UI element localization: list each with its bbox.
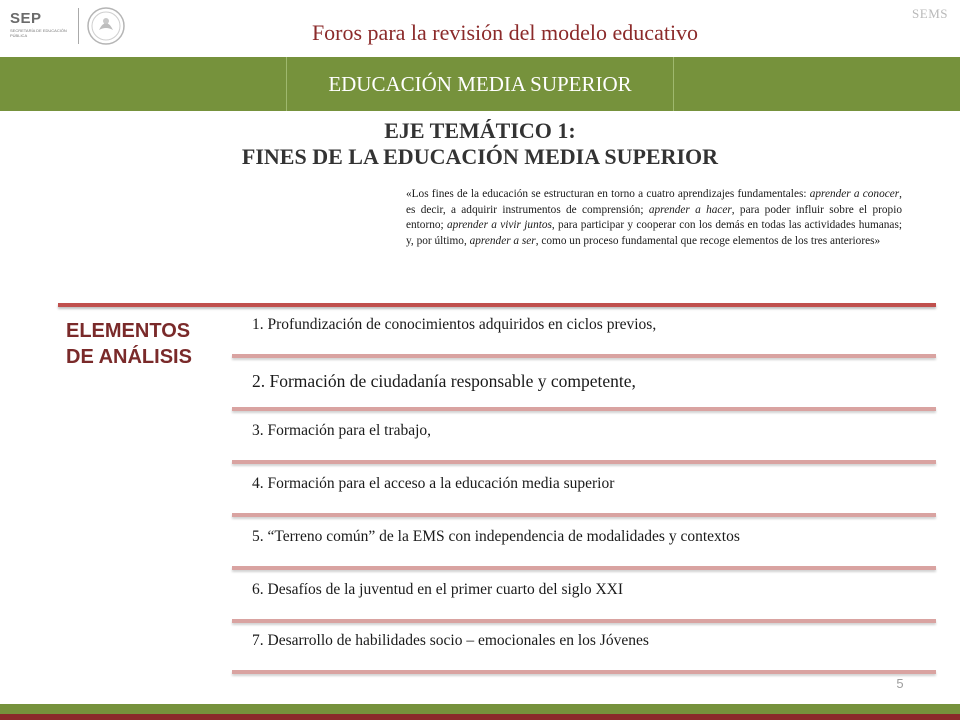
sems-tag: SEMS: [912, 6, 948, 21]
presentation-title: Foros para la revisión del modelo educativo: [311, 20, 699, 45]
list-item-rule: [232, 513, 936, 517]
list-item: [232, 622, 936, 674]
list-item-rule: [232, 460, 936, 464]
list-item-text: 5. “Terreno común” de la EMS con independencia de modalidades y contextos: [252, 528, 740, 545]
page-number: 5: [896, 676, 904, 691]
quote-italic-3: aprender a vivir juntos: [446, 219, 552, 232]
eje-line-1: EJE TEMÁTICO 1:: [384, 118, 576, 143]
elements-title: [66, 318, 216, 370]
quote-text-5: , como un proceso fundamental que recoge elementos de los tres anteriores»: [535, 234, 881, 247]
list-item: [232, 518, 936, 570]
sep-logo-text: SEP: [10, 10, 42, 27]
list-item: [232, 571, 936, 623]
list-item-rule: [232, 354, 936, 358]
list-item-rule: [232, 566, 936, 570]
list-item-text: 4. Formación para el acceso a la educación media superior: [252, 475, 615, 492]
quote-text-3: , para poder influir sobre el propio entorno;: [406, 203, 902, 232]
elements-title-line-2: DE ANÁLISIS: [66, 346, 192, 368]
footer-band-red: [0, 714, 960, 720]
national-seal-icon: [86, 6, 126, 46]
list-item: [232, 359, 936, 411]
quote-text-2: , es decir, a adquirir instrumentos de comprensión;: [406, 188, 902, 216]
list-item-text: 1. Profundización de conocimientos adquiridos en ciclos previos,: [252, 316, 657, 333]
section-band: [0, 57, 960, 111]
list-item-text: 3. Formación para el trabajo,: [252, 422, 432, 439]
list-item-text: 7. Desarrollo de habilidades socio – emocionales en los Jóvenes: [252, 632, 649, 649]
eje-line-2: FINES DE LA EDUCACIÓN MEDIA SUPERIOR: [241, 144, 719, 169]
eje-heading: [150, 118, 810, 170]
quote-text-1: «Los fines de la educación se estructuran en torno a cuatro aprendizajes fundamentales:: [406, 188, 810, 200]
quote-italic-2: aprender a hacer: [648, 203, 732, 216]
quote-italic-4: aprender a ser: [469, 234, 536, 247]
logo-divider: [78, 8, 79, 44]
list-item-rule: [232, 670, 936, 674]
elements-title-line-1: ELEMENTOS: [66, 320, 191, 342]
quote-block: [406, 187, 902, 249]
sep-logo-subtext: SECRETARÍA DE EDUCACIÓN PÚBLICA: [10, 28, 67, 38]
list-item-text: 2. Formación de ciudadanía responsable y competente,: [252, 371, 636, 391]
footer-band-green: [0, 704, 960, 714]
list-item-text: 6. Desafíos de la juventud en el primer cuarto del siglo XXI: [252, 581, 624, 598]
quote-text-4: , para participar y cooperar con los demás en todas las actividades humanas; y, por último,: [406, 219, 902, 247]
list-item-rule: [232, 407, 936, 411]
list-item: [232, 306, 936, 358]
list-item: [232, 412, 936, 464]
sep-logo: [10, 10, 72, 42]
list-item: [232, 465, 936, 517]
band-title: EDUCACIÓN MEDIA SUPERIOR: [328, 72, 632, 96]
quote-italic-1: aprender a conocer: [809, 188, 900, 200]
